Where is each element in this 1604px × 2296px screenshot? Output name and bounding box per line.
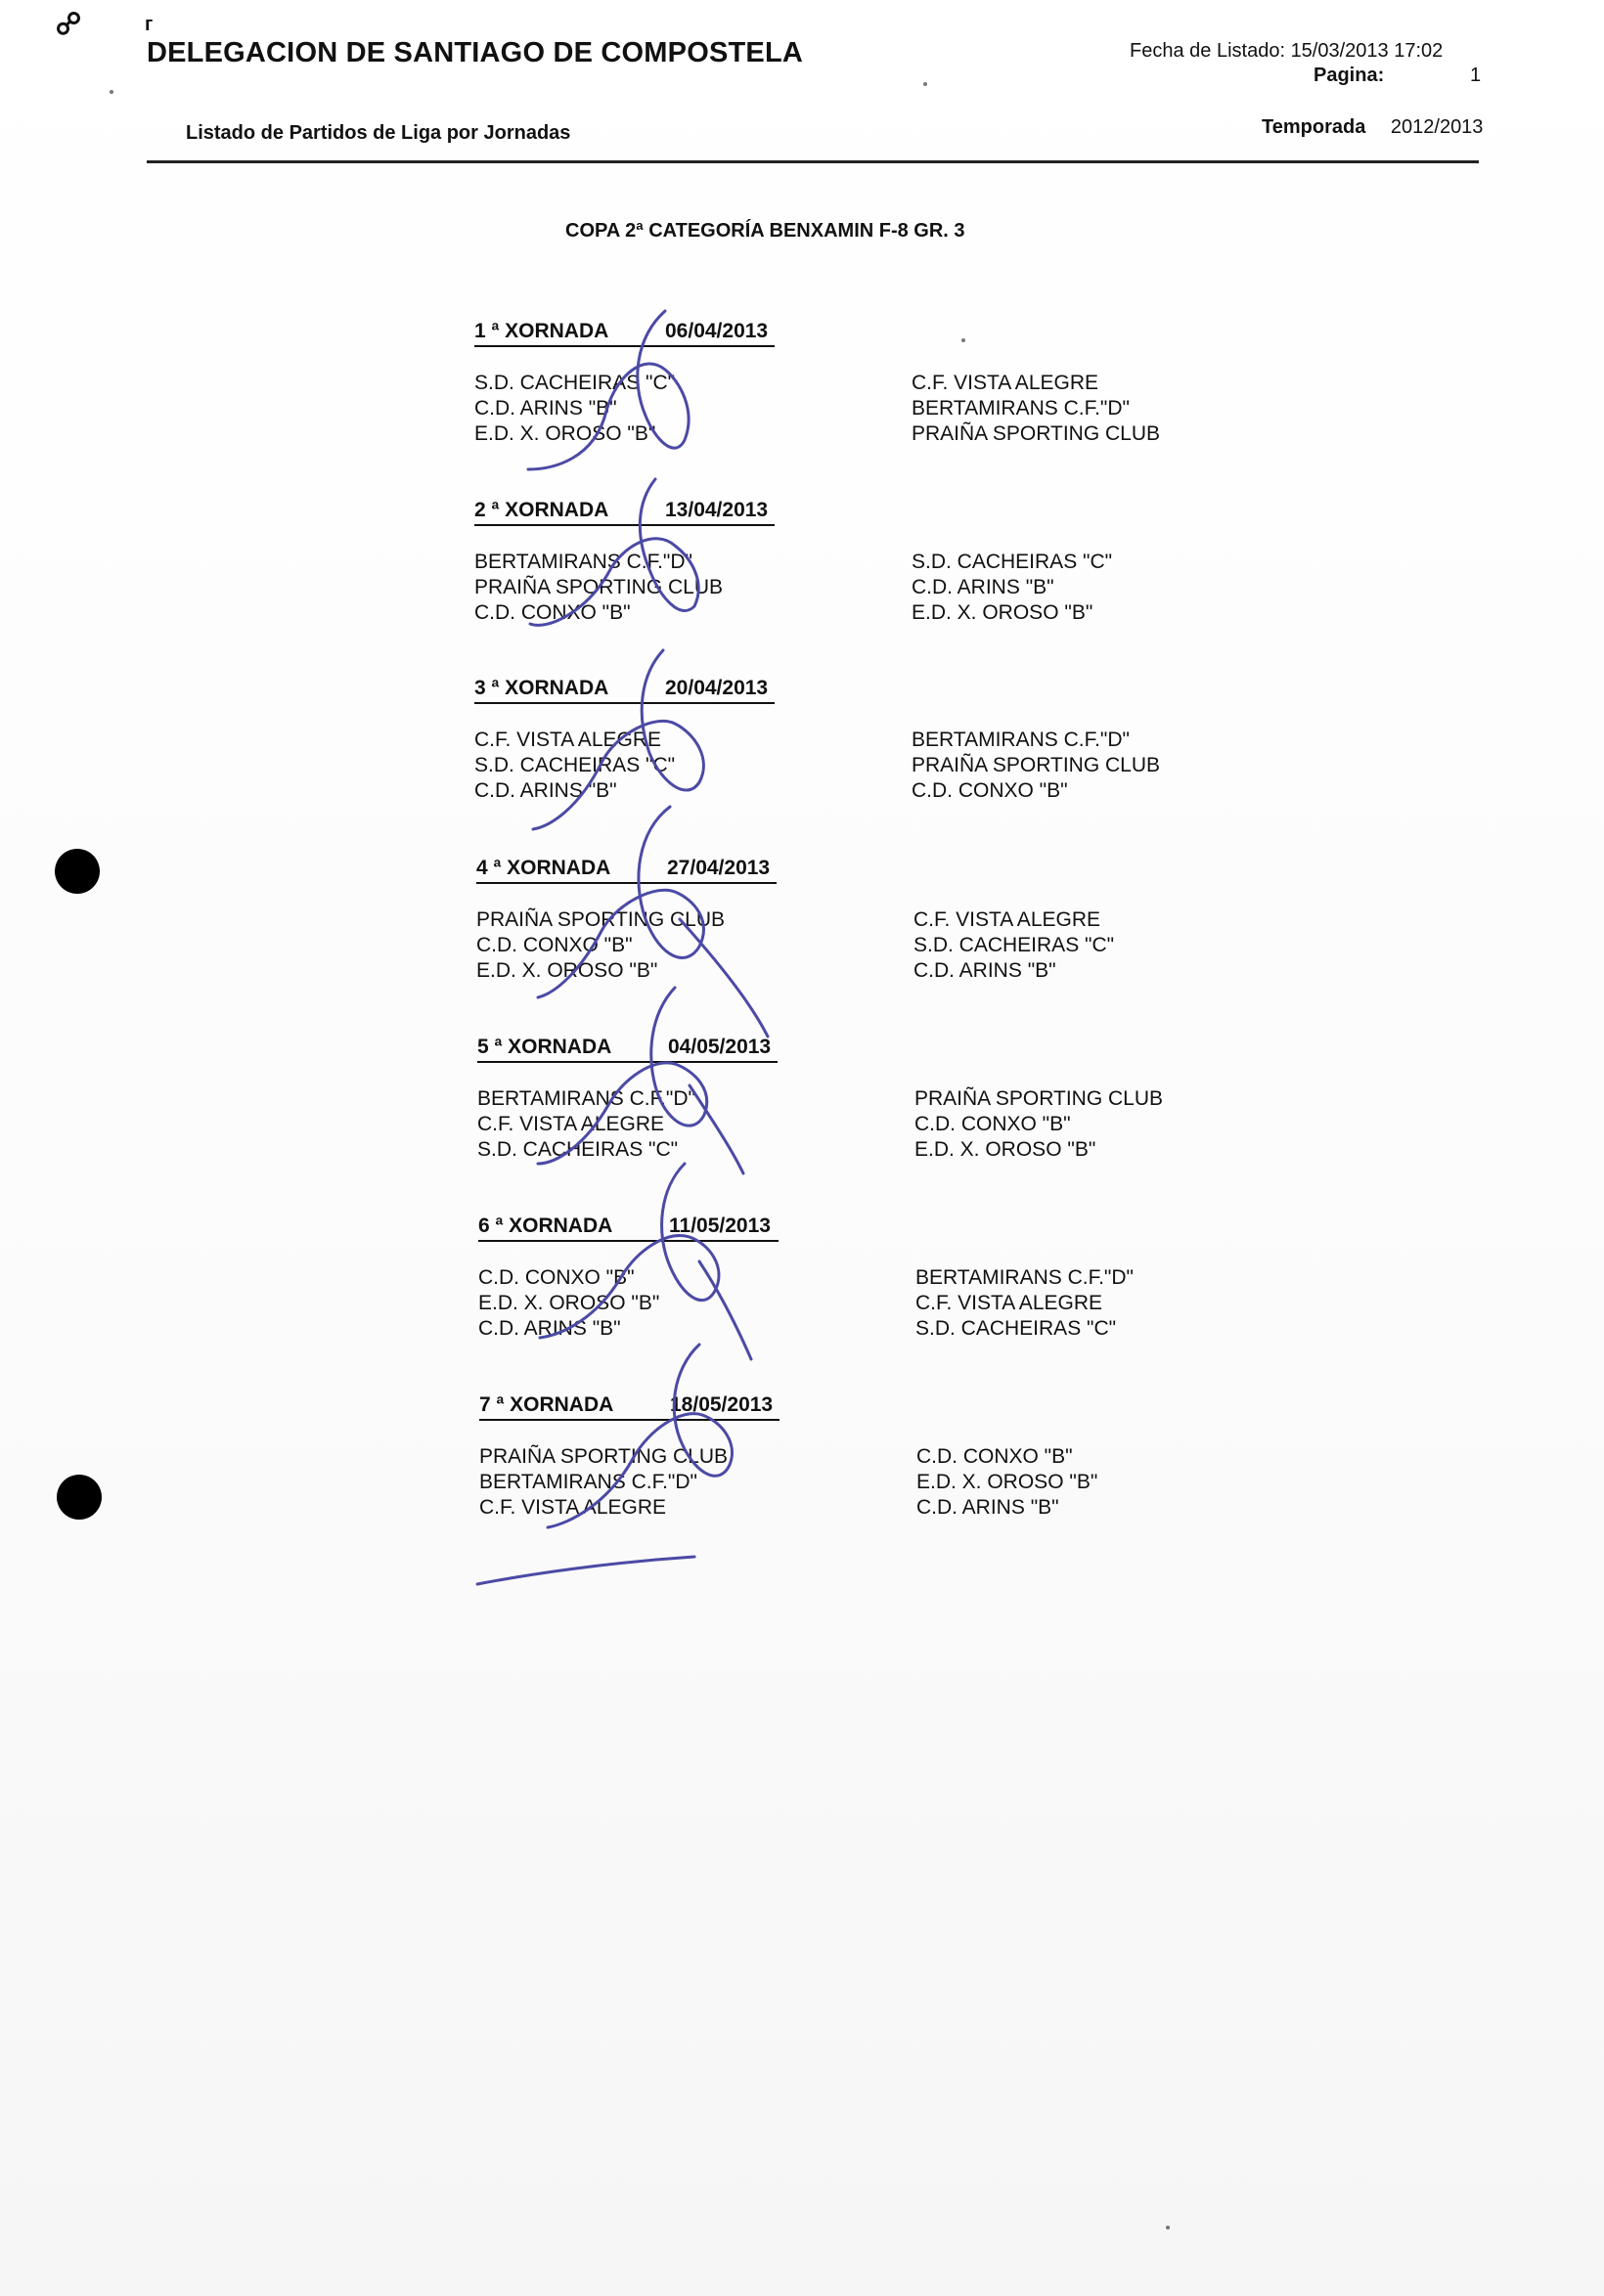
- round-date: 06/04/2013: [665, 320, 769, 342]
- home-teams: [479, 1444, 763, 1521]
- team-name: C.D. CONXO "B": [474, 601, 631, 624]
- listing-date: [1130, 41, 1443, 61]
- team-name: C.F. VISTA ALEGRE: [912, 372, 1099, 394]
- season-value: 2012/2013: [1390, 116, 1484, 138]
- team-name: C.D. CONXO "B": [914, 1113, 1071, 1135]
- scan-speck: [1166, 2226, 1170, 2230]
- round-6: [478, 1214, 1222, 1342]
- round-date: 13/04/2013: [665, 499, 769, 521]
- home-teams: [478, 1265, 762, 1342]
- team-name: PRAIÑA SPORTING CLUB: [914, 1087, 1164, 1110]
- away-teams: [914, 1086, 1198, 1163]
- round-header: [474, 677, 775, 704]
- team-name: E.D. X. OROSO "B": [476, 959, 658, 982]
- header-mark: ᴦ: [145, 14, 154, 35]
- round-7: [479, 1393, 1223, 1521]
- scan-speck: [923, 82, 927, 86]
- season: [1262, 116, 1483, 139]
- team-name: PRAIÑA SPORTING CLUB: [479, 1445, 729, 1468]
- team-name: C.F. VISTA ALEGRE: [474, 729, 662, 751]
- punch-hole: [55, 849, 100, 894]
- round-label: 3 ª XORNADA: [474, 677, 609, 699]
- away-teams: [916, 1444, 1200, 1521]
- round-1: [474, 320, 1218, 447]
- round-label: 1 ª XORNADA: [474, 320, 609, 342]
- listing-date-label: Fecha de Listado:: [1130, 40, 1285, 62]
- team-name: C.D. CONXO "B": [912, 779, 1068, 802]
- page-label: Pagina:: [1314, 65, 1385, 86]
- round-date: 11/05/2013: [669, 1214, 771, 1237]
- team-name: C.D. ARINS "B": [913, 959, 1056, 982]
- round-date: 04/05/2013: [668, 1036, 772, 1058]
- page-number: 1: [1470, 65, 1482, 86]
- corner-mark: ☍: [52, 6, 86, 42]
- team-name: S.D. CACHEIRAS "C": [474, 372, 676, 394]
- round-label: 6 ª XORNADA: [478, 1214, 613, 1237]
- round-2: [474, 499, 1218, 626]
- home-teams: [474, 550, 758, 626]
- home-teams: [477, 1086, 761, 1163]
- punch-hole: [57, 1475, 102, 1520]
- round-header: [476, 857, 777, 884]
- team-name: S.D. CACHEIRAS "C": [913, 934, 1115, 956]
- team-name: PRAIÑA SPORTING CLUB: [474, 576, 724, 598]
- team-name: C.D. ARINS "B": [474, 779, 617, 802]
- home-teams: [474, 371, 758, 447]
- document-subtitle: Listado de Partidos de Liga por Jornadas: [186, 122, 571, 144]
- round-header: [477, 1036, 778, 1063]
- team-name: PRAIÑA SPORTING CLUB: [912, 422, 1161, 445]
- header-divider: [147, 160, 1479, 163]
- organization-title: DELEGACION DE SANTIAGO DE COMPOSTELA: [147, 37, 804, 68]
- team-name: E.D. X. OROSO "B": [474, 422, 656, 445]
- team-name: BERTAMIRANS C.F."D": [474, 551, 692, 573]
- round-header: [478, 1214, 779, 1242]
- round-header: [474, 499, 775, 526]
- round-header: [474, 320, 775, 347]
- round-header: [479, 1393, 780, 1421]
- round-5: [477, 1036, 1221, 1163]
- round-label: 5 ª XORNADA: [477, 1036, 612, 1058]
- team-name: C.F. VISTA ALEGRE: [913, 908, 1101, 931]
- round-4: [476, 857, 1220, 984]
- team-name: S.D. CACHEIRAS "C": [912, 551, 1113, 573]
- team-name: BERTAMIRANS C.F."D": [912, 729, 1130, 751]
- team-name: BERTAMIRANS C.F."D": [915, 1266, 1134, 1289]
- round-date: 18/05/2013: [670, 1393, 774, 1416]
- team-name: C.D. CONXO "B": [916, 1445, 1073, 1468]
- team-name: S.D. CACHEIRAS "C": [915, 1317, 1117, 1340]
- season-label: Temporada: [1262, 116, 1366, 138]
- home-teams: [474, 728, 758, 804]
- team-name: S.D. CACHEIRAS "C": [474, 754, 676, 776]
- away-teams: [912, 550, 1195, 626]
- team-name: C.D. ARINS "B": [916, 1496, 1059, 1519]
- home-teams: [476, 907, 760, 984]
- team-name: C.F. VISTA ALEGRE: [477, 1113, 665, 1135]
- team-name: C.D. ARINS "B": [478, 1317, 621, 1340]
- away-teams: [913, 907, 1197, 984]
- listing-date-value: 15/03/2013 17:02: [1290, 40, 1444, 62]
- team-name: BERTAMIRANS C.F."D": [477, 1087, 695, 1110]
- scan-speck: [961, 338, 965, 342]
- scan-speck: [110, 90, 113, 94]
- away-teams: [915, 1265, 1199, 1342]
- team-name: BERTAMIRANS C.F."D": [912, 397, 1130, 419]
- team-name: C.D. ARINS "B": [474, 397, 617, 419]
- team-name: C.D. ARINS "B": [912, 576, 1054, 598]
- round-date: 20/04/2013: [665, 677, 769, 699]
- team-name: C.F. VISTA ALEGRE: [479, 1496, 667, 1519]
- team-name: PRAIÑA SPORTING CLUB: [912, 754, 1161, 776]
- round-label: 2 ª XORNADA: [474, 499, 609, 521]
- team-name: PRAIÑA SPORTING CLUB: [476, 908, 726, 931]
- away-teams: [912, 728, 1195, 804]
- round-label: 7 ª XORNADA: [479, 1393, 614, 1416]
- team-name: C.F. VISTA ALEGRE: [915, 1292, 1103, 1314]
- team-name: C.D. CONXO "B": [478, 1266, 635, 1289]
- team-name: E.D. X. OROSO "B": [914, 1138, 1096, 1161]
- team-name: E.D. X. OROSO "B": [916, 1471, 1098, 1493]
- away-teams: [912, 371, 1195, 447]
- team-name: BERTAMIRANS C.F."D": [479, 1471, 697, 1493]
- competition-title: COPA 2ª CATEGORÍA BENXAMIN F-8 GR. 3: [565, 220, 965, 242]
- round-label: 4 ª XORNADA: [476, 857, 611, 879]
- team-name: S.D. CACHEIRAS "C": [477, 1138, 679, 1161]
- team-name: E.D. X. OROSO "B": [478, 1292, 660, 1314]
- team-name: E.D. X. OROSO "B": [912, 601, 1093, 624]
- round-date: 27/04/2013: [667, 857, 771, 879]
- round-3: [474, 677, 1218, 804]
- team-name: C.D. CONXO "B": [476, 934, 633, 956]
